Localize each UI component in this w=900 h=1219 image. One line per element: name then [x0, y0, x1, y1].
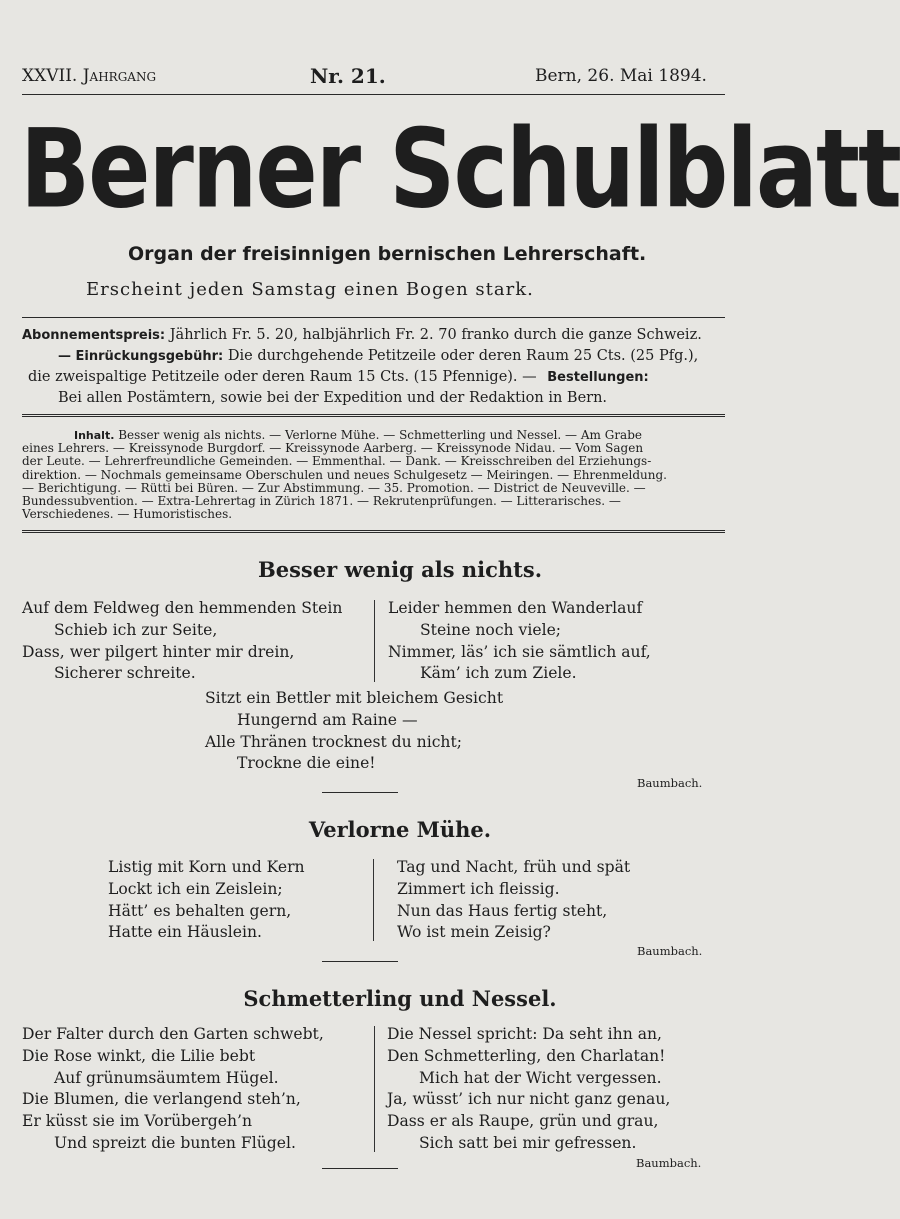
info-line-2	[58, 348, 698, 364]
column-divider	[373, 859, 374, 941]
verse-line: Nun das Haus fertig steht,	[397, 901, 608, 920]
poem-left-column	[22, 1024, 324, 1155]
info-line-3	[28, 369, 649, 385]
verse-line: Die Blumen, die verlangend steh’n,	[22, 1090, 301, 1109]
verse-line: Alle Thränen trocknest du nicht;	[205, 732, 462, 751]
verse-line: Hatte ein Häuslein.	[108, 923, 262, 942]
einr-text: Die durchgehende Petitzeile oder deren Raum 25 Cts. (25 Pfg.),	[227, 348, 699, 364]
verse-line: Steine noch viele;	[420, 620, 562, 639]
volume-label: XXVII. Jahrgang	[22, 66, 157, 86]
line3-text: die zweispaltige Petitzeile oder deren Raum 15 Cts. (15 Pfennige). —	[28, 369, 537, 385]
poem-center-stanza	[205, 688, 503, 775]
einr-label: — Einrückungsgebühr:	[58, 349, 224, 364]
toc-line: Besser wenig als nichts. — Verlorne Mühe. — Schmetterling und Nessel. — Am Grabe	[118, 428, 642, 442]
verse-line: Den Schmetterling, den Charlatan!	[387, 1046, 666, 1065]
toc-line: Bundessubvention. — Extra-Lehrertag in Zürich 1871. — Rekrutenprüfungen. — Litterarisches. —	[22, 494, 621, 509]
info-line-4: Bei allen Postämtern, sowie bei der Expedition und der Redaktion in Bern.	[58, 390, 608, 406]
verse-line: Wo ist mein Zeisig?	[397, 923, 551, 942]
verse-line: Listig mit Korn und Kern	[108, 858, 305, 876]
verse-line: Ja, wüsst’ ich nur nicht ganz genau,	[387, 1090, 671, 1109]
masthead-title: Berner Schulblatt	[20, 106, 900, 233]
masthead-rule	[22, 317, 725, 318]
toc-rule	[22, 530, 725, 533]
verse-line: Sitzt ein Bettler mit bleichem Gesicht	[205, 689, 504, 707]
verse-line: Sich satt bei mir gefressen.	[419, 1133, 637, 1152]
table-of-contents	[22, 429, 667, 521]
poem-author: Baumbach.	[636, 1156, 702, 1170]
poem-title: Schmetterling und Nessel.	[243, 986, 557, 1011]
verse-line: Und spreizt die bunten Flügel.	[54, 1133, 296, 1152]
verse-line: Dass, wer pilgert hinter mir drein,	[22, 642, 295, 661]
verse-line: Auf dem Feldweg den hemmenden Stein	[22, 599, 343, 617]
toc-line: — Berichtigung. — Rütti bei Büren. — Zur Abstimmung. — 35. Promotion. — District de Neuveville. —	[22, 480, 646, 495]
verse-line: Hätt’ es behalten gern,	[108, 901, 292, 920]
toc-line: eines Lehrers. — Kreissynode Burgdorf. — Kreissynode Aarberg. — Kreissynode Nidau. — Vom Sagen	[22, 441, 644, 456]
poem-author: Baumbach.	[637, 776, 703, 790]
poem-right-column	[387, 1024, 670, 1155]
verse-line: Hungernd am Raine —	[237, 710, 418, 729]
poem-separator	[322, 792, 398, 793]
verse-line: Schieb ich zur Seite,	[54, 620, 218, 639]
poem-title: Verlorne Mühe.	[308, 817, 492, 842]
verse-line: Mich hat der Wicht vergessen.	[419, 1068, 662, 1087]
toc-line: der Leute. — Lehrerfreundliche Gemeinden. — Emmenthal. — Dank. — Kreisschreiben del Erziehungs-	[22, 454, 652, 469]
poem-separator	[322, 961, 398, 962]
verse-line: Zimmert ich fleissig.	[397, 879, 560, 898]
column-divider	[374, 1026, 375, 1152]
verse-line: Die Rose winkt, die Lilie bebt	[22, 1046, 256, 1065]
frequency-line: Erscheint jeden Samstag einen Bogen stark.	[86, 279, 534, 300]
issue-date: Bern, 26. Mai 1894.	[535, 66, 707, 86]
toc-line: direktion. — Nochmals gemeinsame Oberschulen und neues Schulgesetz — Meiringen. — Ehrenmeldung.	[22, 467, 667, 482]
abo-text: Jährlich Fr. 5. 20, halbjährlich Fr. 2. 70 franko durch die ganze Schweiz.	[169, 327, 702, 343]
poem-author: Baumbach.	[637, 944, 703, 958]
column-divider	[374, 600, 375, 682]
abo-label: Abonnementspreis:	[22, 328, 166, 343]
verse-line: Dass er als Raupe, grün und grau,	[387, 1112, 659, 1131]
info-rule	[22, 414, 725, 417]
best-label: Bestellungen:	[547, 370, 649, 385]
verse-line: Trockne die eine!	[237, 754, 376, 773]
verse-line: Käm’ ich zum Ziele.	[420, 664, 577, 683]
verse-line: Die Nessel spricht: Da seht ihn an,	[387, 1025, 662, 1043]
poem-title: Besser wenig als nichts.	[257, 557, 543, 582]
toc-line: Verschiedenes. — Humoristisches.	[22, 507, 233, 522]
verse-line: Auf grünumsäumtem Hügel.	[54, 1068, 279, 1087]
poem-right-column	[397, 857, 630, 944]
info-line-1	[22, 327, 702, 343]
poem-left-column	[108, 857, 305, 944]
organ-line: Organ der freisinnigen bernischen Lehrerschaft.	[128, 243, 647, 265]
toc-label: Inhalt.	[74, 429, 115, 442]
verse-line: Er küsst sie im Vorübergeh’n	[22, 1112, 253, 1131]
verse-line: Tag und Nacht, früh und spät	[397, 858, 631, 876]
verse-line: Lockt ich ein Zeislein;	[108, 879, 283, 898]
header-rule	[22, 94, 725, 95]
poem-right-column	[388, 598, 651, 685]
poem-left-column	[22, 598, 342, 685]
issue-number: Nr. 21.	[310, 64, 386, 88]
poem-separator	[322, 1168, 398, 1169]
verse-line: Sicherer schreite.	[54, 664, 196, 683]
verse-line: Leider hemmen den Wanderlauf	[388, 599, 643, 617]
verse-line: Nimmer, läs’ ich sie sämtlich auf,	[388, 642, 651, 661]
verse-line: Der Falter durch den Garten schwebt,	[22, 1025, 324, 1043]
